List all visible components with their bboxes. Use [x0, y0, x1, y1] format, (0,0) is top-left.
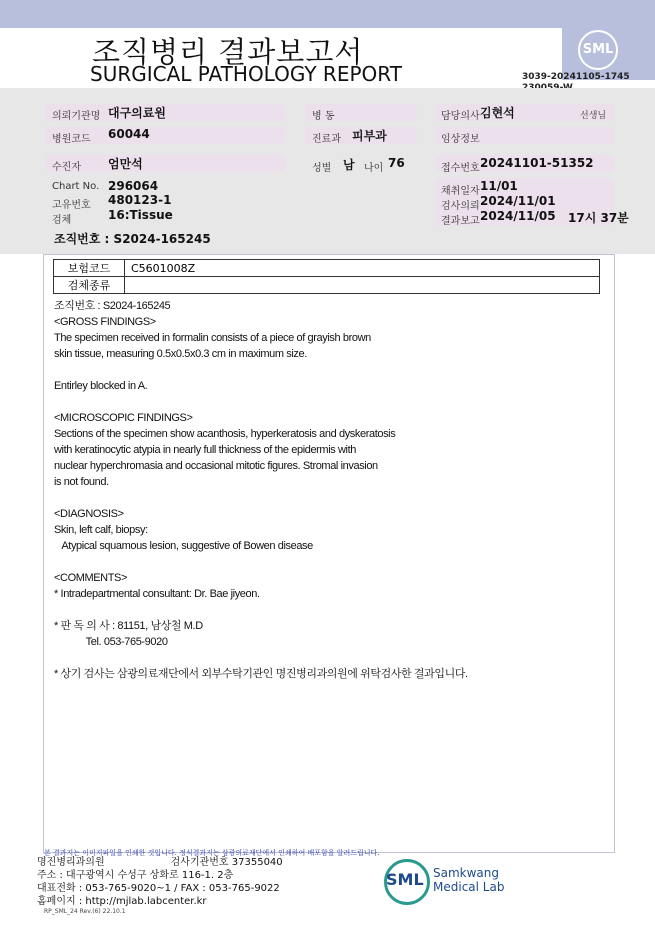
patient-label: 수진자 [52, 162, 81, 173]
logo-name: Samkwang Medical Lab [433, 866, 505, 894]
report-title-korean: 조직병리 결과보고서 [92, 35, 364, 69]
report-title-english: SURGICAL PATHOLOGY REPORT [90, 62, 402, 86]
form-revision: RP_SML_24 Rev.(6) 22.10.1 [44, 908, 126, 915]
address: 주소 : 대구광역시 수성구 상화로 116-1. 2층 [37, 870, 234, 881]
patient-field-bg [45, 155, 285, 172]
specimen-value: 16:Tissue [108, 208, 173, 222]
reported-time: 17시 37분 [568, 211, 629, 225]
hospital-code-label: 병원코드 [52, 134, 91, 145]
department-value: 피부과 [352, 129, 387, 143]
chart-no-value: 296064 [108, 179, 159, 193]
insurance-code-value: C5601008Z [125, 260, 600, 277]
footer-info [37, 856, 283, 908]
sex-label: 성별 [312, 163, 332, 174]
age-label: 나이 [364, 163, 384, 174]
reported-label: 결과보고 [441, 216, 480, 227]
specimen-type-value [125, 277, 600, 294]
doctor-label: 담당의사 [441, 111, 480, 122]
lab-license: 검사기관번호 37355040 [170, 857, 283, 868]
pathology-number: 조직번호 : S2024-165245 [54, 232, 211, 246]
insurance-code-label: 보험코드 [54, 260, 125, 277]
chart-no-label: Chart No. [52, 181, 100, 192]
accession-value: 20241101-51352 [480, 156, 594, 170]
hospital-code-value: 60044 [108, 127, 150, 141]
ward-label: 병 동 [312, 111, 335, 122]
logo-mark: SML [386, 870, 424, 889]
doctor-value: 김현석 [480, 106, 515, 120]
hospital-value: 대구의료원 [108, 106, 166, 120]
department-label: 진료과 [312, 134, 341, 145]
website-link[interactable]: 홈페이지 : http://mjlab.labcenter.kr [37, 896, 207, 907]
header-band [0, 0, 655, 28]
hospital-label: 의뢰기관명 [52, 111, 101, 122]
sml-badge-icon: SML [578, 30, 618, 70]
collected-value: 11/01 [480, 179, 518, 193]
specimen-label: 검체 [52, 215, 72, 226]
reported-value: 2024/11/05 [480, 209, 556, 223]
doctor-suffix: 선생님 [580, 111, 607, 121]
document-number: 3039-20241105-1745 [522, 72, 630, 82]
unique-no-value: 480123-1 [108, 193, 172, 207]
specimen-code-table [53, 259, 600, 294]
accession-label: 접수번호 [441, 163, 480, 174]
phone: 대표전화 : 053-765-9020~1 / FAX : 053-765-9022 [37, 883, 280, 894]
requested-value: 2024/11/01 [480, 194, 556, 208]
report-body: 조직번호 : S2024-165245 <GROSS FINDINGS> The specimen received in formalin consists of a piece of grayish brown skin tissue, measuring 0.5x0.5x0.3 cm in maximum size. Entirley blocked in A. <MICROSCOPIC FINDINGS> Sections of the specimen show acanthosis, hyperkeratosis and dyskeratosis with keratinocytic atypia in nearly full thickness of the epidermis with nuclear hyperchromasia and occasional mitotic figures. Stromal invasion is not found. <DIAGNOSIS> Skin, left calf, biopsy: Atypical squamous lesion, suggestive of Bowen disease <COMMENTS> * Intradepartmental consultant: Dr. Bae jiyeon. * 판 독 의 사 : 81151, 남상철 M.D Tel. 053-765-9020 * 상기 검사는 삼광의료재단에서 외부수탁기관인 명진병리과의원에 위탁검사한 결과입니다. [54, 300, 468, 680]
table-row [54, 277, 600, 294]
patient-value: 엄만석 [108, 157, 143, 171]
age-value: 76 [388, 156, 405, 170]
clinic-name: 명진병리과의원 [37, 857, 105, 868]
table-row [54, 260, 600, 277]
sex-value: 남 [343, 158, 355, 172]
unique-no-label: 고유번호 [52, 200, 91, 211]
specimen-type-label: 검체종류 [54, 277, 125, 294]
clinical-info-label: 임상정보 [441, 134, 480, 145]
collected-label: 채취일자 [441, 186, 480, 197]
requested-label: 검사의뢰 [441, 201, 480, 212]
print-notice: 본 결과지는 이미지파일을 인쇄한 것입니다. 정식결과지는 삼광의료재단에서 인쇄하여 배포함을 알려드립니다. [44, 849, 380, 857]
